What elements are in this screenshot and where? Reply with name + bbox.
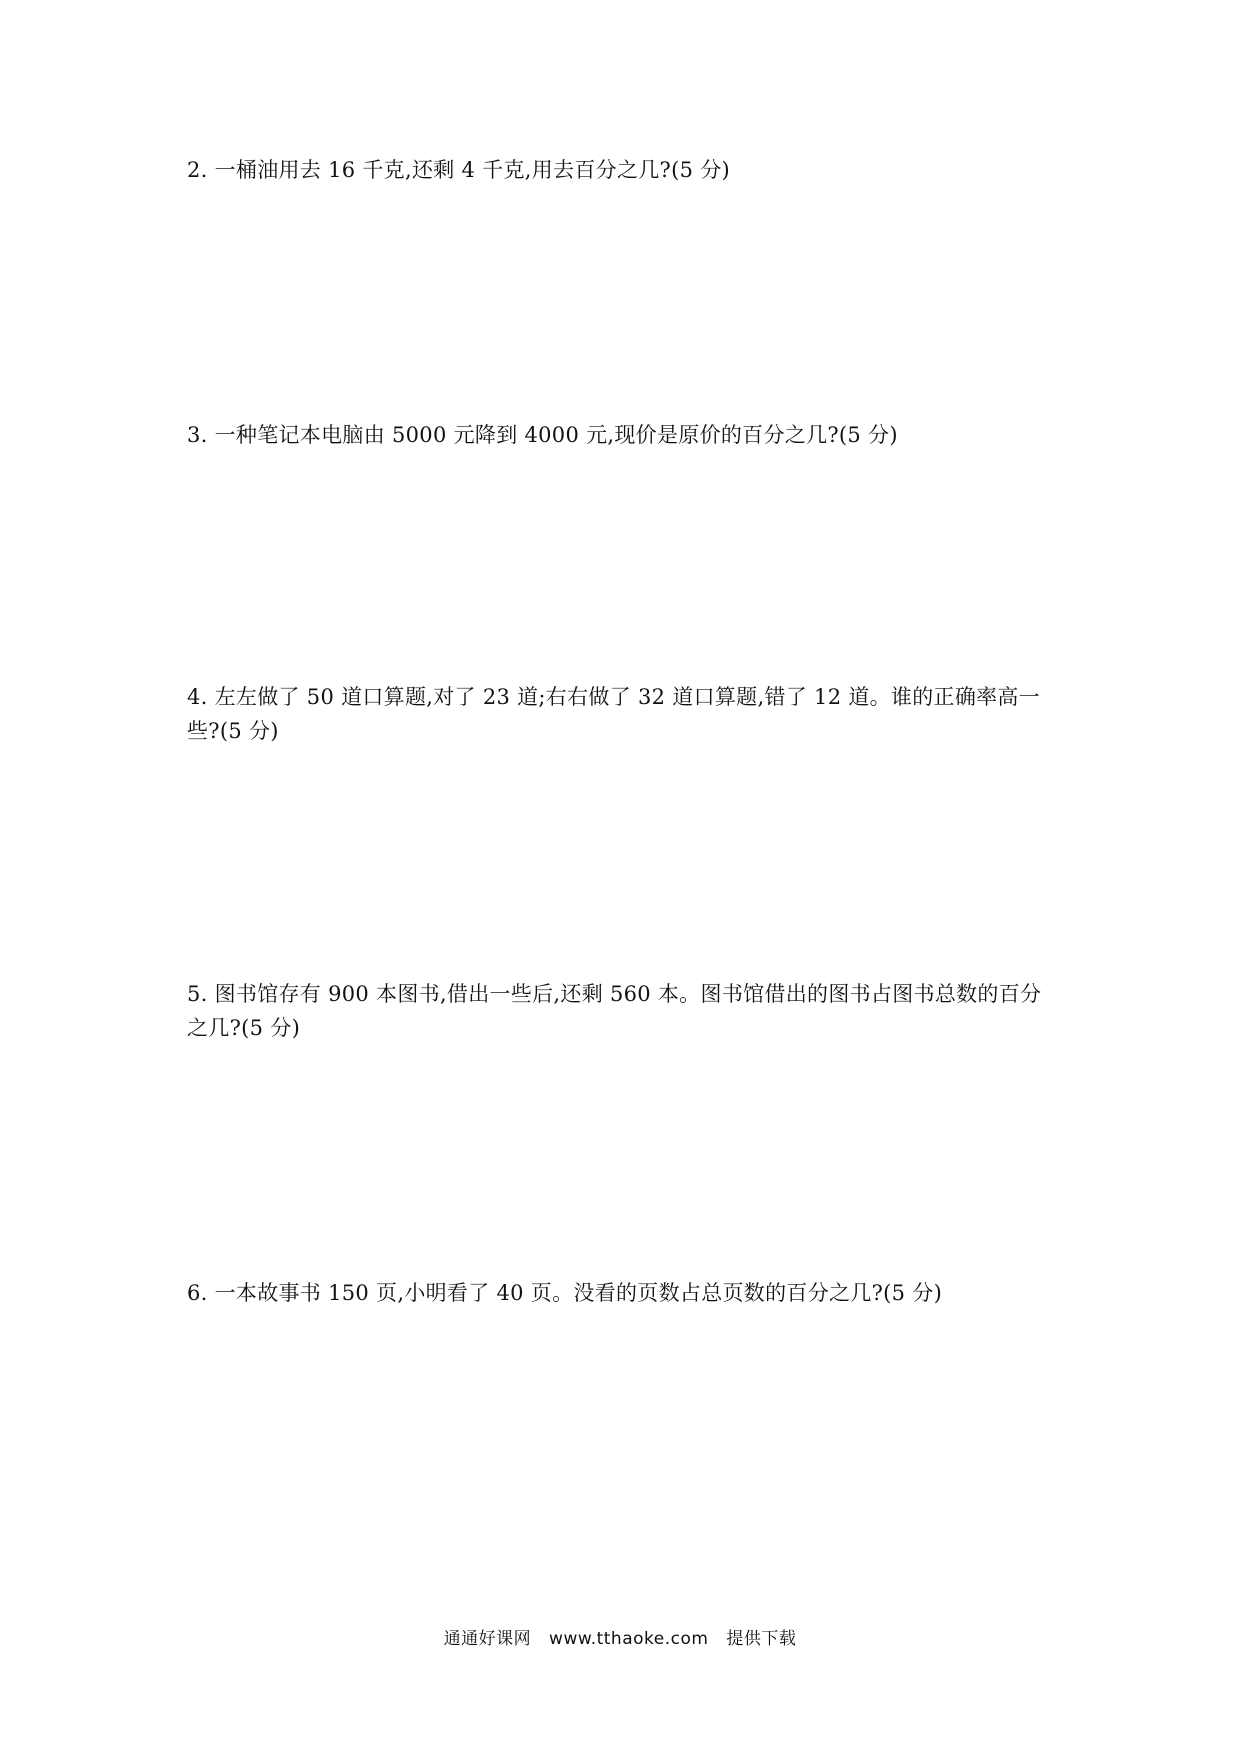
- page-footer: [0, 1624, 1240, 1649]
- question-4: 4. 左左做了 50 道口算题,对了 23 道;右右做了 32 道口算题,错了 12 道。谁的正确率高一些?(5 分): [187, 685, 1041, 743]
- footer-url: www.tthaoke.com: [549, 1629, 709, 1649]
- question-6: 6. 一本故事书 150 页,小明看了 40 页。没看的页数占总页数的百分之几?(5 分): [187, 1281, 943, 1305]
- question-3: 3. 一种笔记本电脑由 5000 元降到 4000 元,现价是原价的百分之几?(5 分): [187, 423, 898, 447]
- footer-site-name: 通通好课网: [443, 1629, 532, 1649]
- question-5: 5. 图书馆存有 900 本图书,借出一些后,还剩 560 本。图书馆借出的图书占图书总数的百分之几?(5 分): [187, 982, 1042, 1040]
- footer-suffix: 提供下载: [726, 1629, 797, 1649]
- question-2: 2. 一桶油用去 16 千克,还剩 4 千克,用去百分之几?(5 分): [187, 158, 731, 182]
